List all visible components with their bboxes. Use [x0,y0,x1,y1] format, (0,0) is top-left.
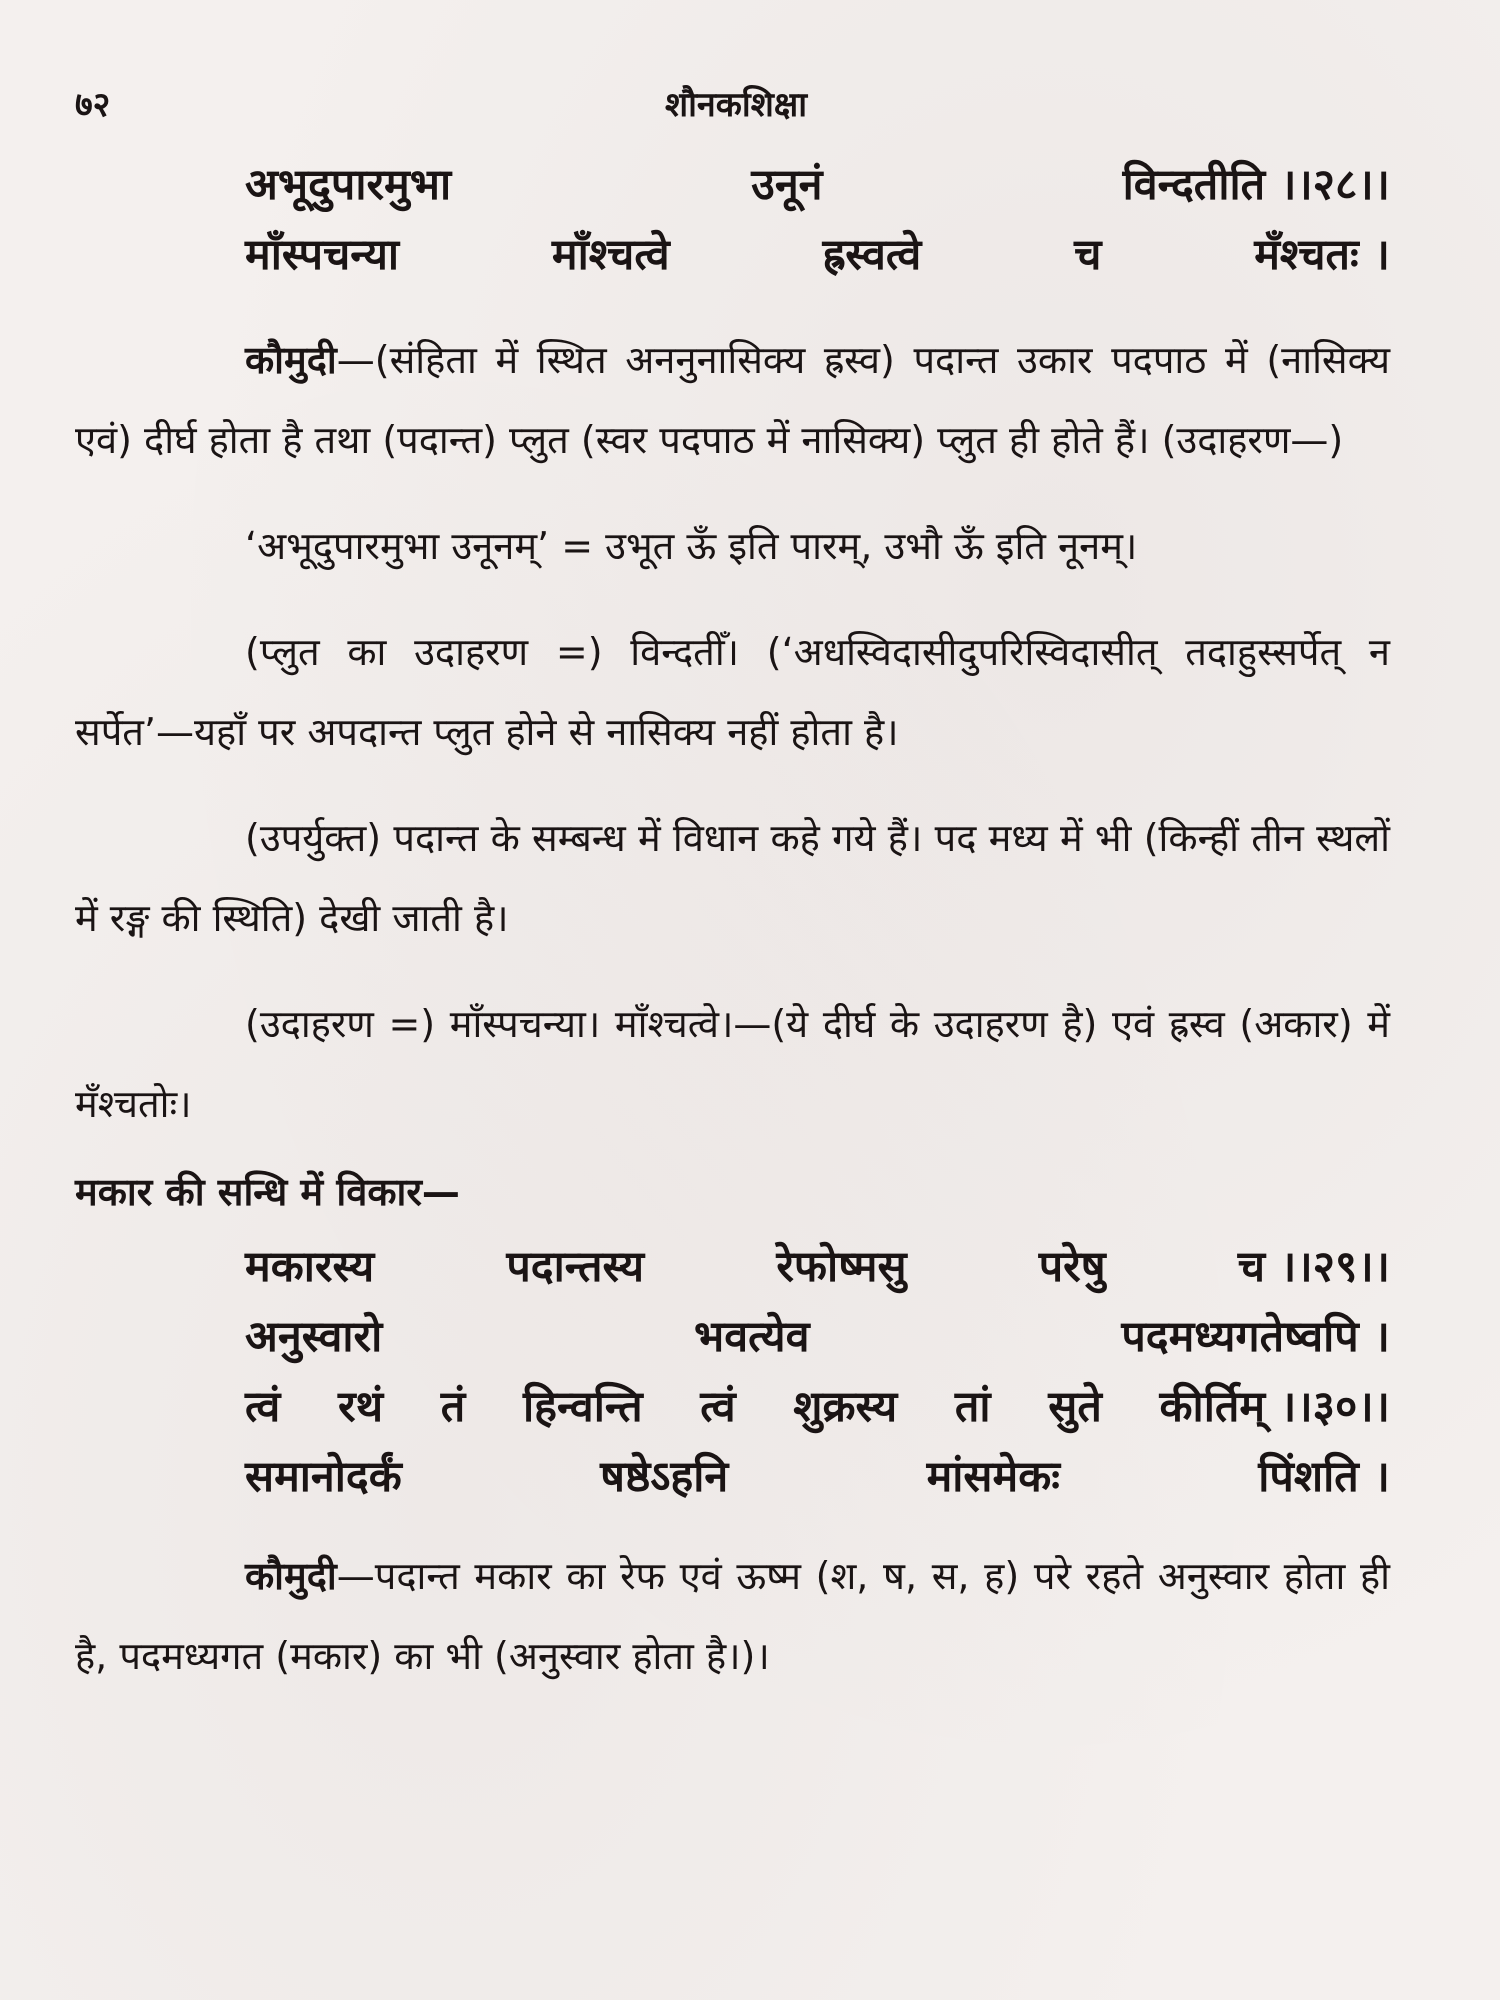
examples-paragraph: (उदाहरण =) माँस्पचन्या। माँश्चत्वे।—(ये दीर्घ के उदाहरण है) एवं ह्रस्व (अकार) में मँश्चतोः। [75,1002,1390,1126]
verse-word: अभूदुपारमुभा [245,160,452,210]
verse-word: माँस्पचन्या [245,230,400,280]
verse-word: तां [954,1382,991,1432]
verse-word: त्वं [700,1382,736,1432]
verse-word: मँश्चतः । [1254,230,1390,280]
verse-word: पिंशति । [1258,1452,1390,1502]
running-title: शौनकशिक्षा [665,85,808,125]
verse-28 [75,150,1390,290]
verse-word: हिन्वन्ति [522,1382,643,1432]
commentary-text: —(संहिता में स्थित अननुनासिक्य ह्रस्व) पदान्त उकार पदपाठ में (नासिक्य एवं) दीर्घ होता है तथा (पदान्त) प्लुत (स्वर पदपाठ में नासिक्य) प्लुत ही होते हैं। (उदाहरण—) [75,338,1390,462]
verse-line [245,1232,1390,1302]
verse-word: समानोदर्कं [245,1452,402,1502]
commentary-paragraph [75,1536,1390,1696]
pluta-example-paragraph: (प्लुत का उदाहरण =) विन्दतीँ। (‘अधस्विदासीदुपरिस्विदासीत् तदाहुस्सर्पेत् न सर्पेत’—यहाँ पर अपदान्त प्लुत होने से नासिक्य नहीं होता है। [75,630,1390,754]
verse-word: भवत्येव [694,1312,810,1362]
verse-word: मांसमेकः [926,1452,1060,1502]
verse-word: मकारस्य [245,1242,375,1292]
commentary-label: कौमुदी [245,1554,337,1598]
verse-word: षष्ठेऽहनि [600,1452,729,1502]
verse-word: पदमध्यगतेष्वपि । [1121,1312,1390,1362]
page-number: ७२ [75,85,111,125]
section-heading: मकार की सन्धि में विकार— [75,1170,460,1214]
verse-word: ह्रस्वत्वे [822,230,922,280]
verse-word: त्वं [245,1382,281,1432]
page-header [75,80,1390,140]
commentary-paragraph [75,320,1390,480]
middle-word-paragraph: (उपर्युक्त) पदान्त के सम्बन्ध में विधान कहे गये हैं। पद मध्य में भी (किन्हीं तीन स्थलों में रङ्ग की स्थिति) देखी जाती है। [75,816,1390,940]
example-paragraph: ‘अभूदुपारमुभा उनूनम्’ = उभूत ऊँ इति पारम्, उभौ ऊँ इति नूनम्। [245,524,1138,568]
verse-line [245,1302,1390,1372]
verse-word: रथं [338,1382,384,1432]
verse-word: कीर्तिम् ।।३०।। [1159,1382,1390,1432]
verse-word: माँश्चत्वे [551,230,670,280]
verse-word: रेफोष्मसु [776,1242,907,1292]
verse-word: विन्दतीति ।।२८।। [1122,160,1390,210]
verse-line [245,1372,1390,1442]
verse-line [245,1442,1390,1512]
verse-line [245,150,1390,220]
verse-word: तं [440,1382,466,1432]
verse-word: पदान्तस्य [506,1242,645,1292]
verse-word: च [1074,230,1102,280]
commentary-label: कौमुदी [245,338,337,382]
verse-line [245,220,1390,290]
verse-word: परेषु [1038,1242,1106,1292]
verse-29-30 [75,1232,1390,1512]
verse-word: शुक्रस्य [793,1382,898,1432]
commentary-text: —पदान्त मकार का रेफ एवं ऊष्म (श, ष, स, ह) परे रहते अनुस्वार होता ही है, पदमध्यगत (मकार) का भी (अनुस्वार होता है।)। [75,1554,1390,1678]
verse-word: अनुस्वारो [245,1312,383,1362]
verse-word: च ।।२९।। [1237,1242,1390,1292]
verse-word: उनूनं [751,160,823,210]
verse-word: सुते [1048,1382,1102,1432]
